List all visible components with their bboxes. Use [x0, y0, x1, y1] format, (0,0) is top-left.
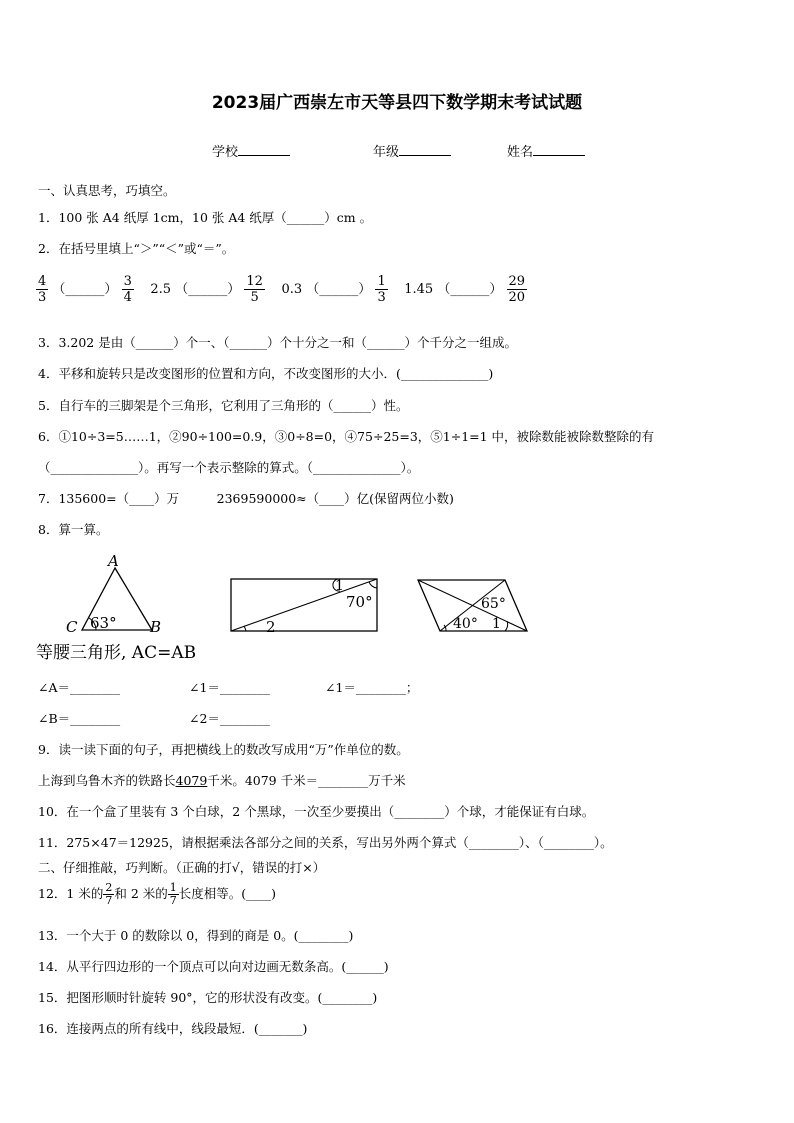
angle-value-label: 70°: [346, 593, 373, 611]
angle-65-label: 65°: [481, 596, 506, 612]
page-title: 2023届广西崇左市天等县四下数学期末考试试题: [211, 93, 583, 113]
question-9: 9．读一读下面的句子，再把横线上的数改写成用“万”作单位的数。: [38, 742, 409, 757]
fraction: $\frac{2}{7}$: [105, 881, 113, 907]
answer-angle-1-rect: ∠1＝________: [189, 680, 270, 695]
question-2-items: [36, 274, 527, 305]
number: 0.3: [281, 282, 303, 297]
school-label: 学校: [212, 145, 239, 160]
question-16: 16．连接两点的所有线中，线段最短．(_______): [38, 1021, 308, 1036]
question-4: 4．平移和旋转只是改变图形的位置和方向，不改变图形的大小．(______________): [38, 366, 494, 381]
name-blank: [533, 144, 585, 156]
fraction: $\frac{29}{20}$: [508, 274, 526, 305]
vertex-a-label: A: [108, 552, 119, 570]
grade-label: 年级: [373, 145, 400, 160]
answer-angle-2: ∠2＝________: [189, 711, 270, 726]
question-7: 7．135600=（____）万 2369590000≈（____）亿(保留两位小数): [38, 491, 454, 506]
question-9-line: 上海到乌鲁木齐的铁路长4079千米。4079 千米＝________万千米: [38, 773, 406, 788]
name-field: [507, 141, 585, 160]
answer-angle-1-para: ∠1＝________；: [325, 680, 419, 695]
angle-40-label: 40°: [453, 616, 478, 632]
question-15: 15．把图形顺时针旋转 90°，它的形状没有改变。(________): [38, 990, 378, 1005]
compare-blank: （______）: [175, 282, 241, 297]
figure-rectangle: [228, 576, 380, 634]
figure-isosceles-triangle: [60, 552, 170, 636]
school-blank: [238, 144, 290, 156]
section-2-heading: 二、仔细推敲，巧判断。（正确的打√，错误的打×）: [38, 860, 326, 875]
question-6: 6．①10÷3=5……1，②90÷100=0.9，③0÷8=0，④75÷25=3，⑤1÷1=1 中，被除数能被除数整除的有: [38, 429, 655, 444]
underlined-number: 4079: [175, 773, 208, 788]
fraction: $\frac{1}{7}$: [169, 881, 177, 907]
answer-angle-a: ∠A＝________: [38, 680, 121, 695]
question-8: 8．算一算。: [38, 522, 109, 537]
question-3: 3．3.202 是由（______）个一、（______）个十分之一和（______）个千分之一组成。: [38, 335, 517, 350]
vertex-c-label: C: [66, 618, 78, 636]
question-14: 14．从平行四边形的一个顶点可以向对边画无数条高。(______): [38, 959, 389, 974]
question-13: 13．一个大于 0 的数除以 0，得到的商是 0。(________): [38, 928, 354, 943]
angle-1-label: 1: [335, 578, 344, 594]
question-6-continued: （______________）。再写一个表示整除的算式。（______________）。: [38, 460, 420, 475]
figure-caption: 等腰三角形, AC=AB: [36, 643, 197, 663]
compare-blank: （______）: [306, 282, 372, 297]
compare-blank: （______）: [52, 282, 118, 297]
figure-parallelogram: [415, 576, 531, 634]
grade-field: [373, 141, 451, 160]
grade-blank: [399, 144, 451, 156]
fraction: $\frac{3}{4}$: [123, 274, 132, 305]
question-12: 12．1 米的 $\frac{2}{7}$ 和 2 米的 $\frac{1}{7}$ 长度相等。(____): [38, 881, 277, 907]
angle-2-label: 2: [266, 618, 276, 634]
school-field: [212, 141, 290, 160]
fraction: $\frac{1}{3}$: [377, 274, 386, 305]
question-5: 5．自行车的三脚架是个三角形，它利用了三角形的（______）性。: [38, 398, 409, 413]
number: 1.45: [404, 282, 434, 297]
question-11: 11．275×47＝12925，请根据乘法各部分之间的关系，写出另外两个算式（________）、（________）。: [38, 835, 613, 850]
question-2: 2．在括号里填上“＞”“＜”或“＝”。: [38, 241, 235, 256]
angle-label: 63°: [90, 614, 117, 632]
question-1: 1．100 张 A4 纸厚 1cm，10 张 A4 纸厚（______）cm 。: [38, 210, 373, 225]
section-1-heading: 一、认真思考，巧填空。: [38, 183, 176, 198]
fraction: $\frac{12}{5}$: [246, 274, 263, 305]
angle-1-label: 1: [492, 616, 501, 632]
number: 2.5: [150, 282, 172, 297]
fraction: $\frac{4}{3}$: [38, 274, 47, 305]
name-label: 姓名: [507, 145, 534, 160]
vertex-b-label: B: [150, 618, 162, 636]
compare-blank: （______）: [437, 282, 503, 297]
question-10: 10．在一个盒了里装有 3 个白球，2 个黑球，一次至少要摸出（________）个球，才能保证有白球。: [38, 804, 595, 819]
answer-angle-b: ∠B＝________: [38, 711, 121, 726]
